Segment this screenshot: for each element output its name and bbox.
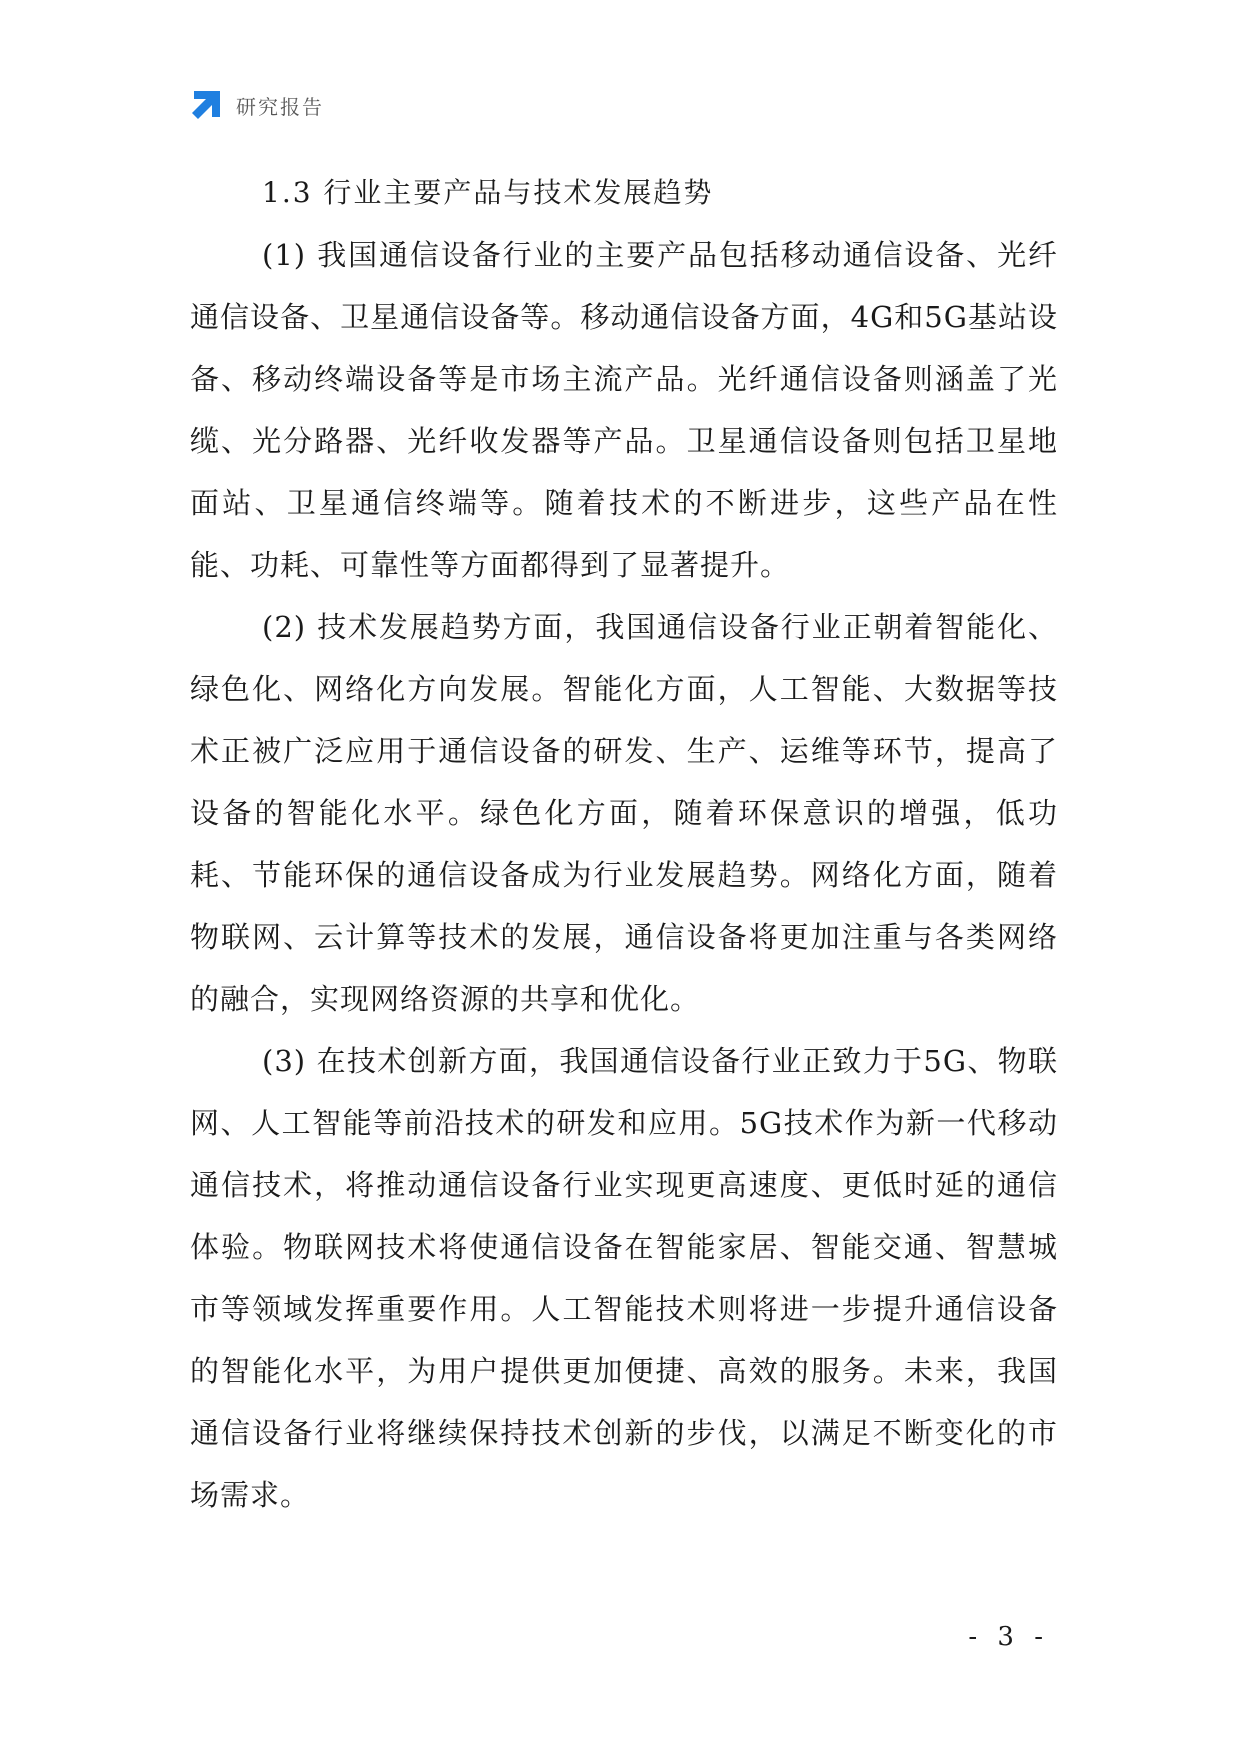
document-body (190, 162, 1058, 1526)
page-header (190, 89, 324, 121)
header-label: 研究报告 (236, 94, 324, 119)
paragraph-1: (1) 我国通信设备行业的主要产品包括移动通信设备、光纤通信设备、卫星通信设备等。移动通信设备方面，4G和5G基站设备、移动终端设备等是市场主流产品。光纤通信设备则涵盖了光缆、光分路器、光纤收发器等产品。卫星通信设备则包括卫星地面站、卫星通信终端等。随着技术的不断进步，这些产品在性能、功耗、可靠性等方面都得到了显著提升。 (190, 238, 1058, 582)
section-heading: 1.3 行业主要产品与技术发展趋势 (262, 176, 714, 209)
arrow-logo-icon (190, 89, 222, 121)
paragraph-3: (3) 在技术创新方面，我国通信设备行业正致力于5G、物联网、人工智能等前沿技术的研发和应用。5G技术作为新一代移动通信技术，将推动通信设备行业实现更高速度、更低时延的通信体验。物联网技术将使通信设备在智能家居、智能交通、智慧城市等领域发挥重要作用。人工智能技术则将进一步提升通信设备的智能化水平，为用户提供更加便捷、高效的服务。未来，我国通信设备行业将继续保持技术创新的步伐，以满足不断变化的市场需求。 (190, 1044, 1058, 1512)
paragraph-2: (2) 技术发展趋势方面，我国通信设备行业正朝着智能化、绿色化、网络化方向发展。智能化方面，人工智能、大数据等技术正被广泛应用于通信设备的研发、生产、运维等环节，提高了设备的智能化水平。绿色化方面，随着环保意识的增强，低功耗、节能环保的通信设备成为行业发展趋势。网络化方面，随着物联网、云计算等技术的发展，通信设备将更加注重与各类网络的融合，实现网络资源的共享和优化。 (190, 610, 1058, 1016)
page-number: - 3 - (968, 1622, 1049, 1652)
